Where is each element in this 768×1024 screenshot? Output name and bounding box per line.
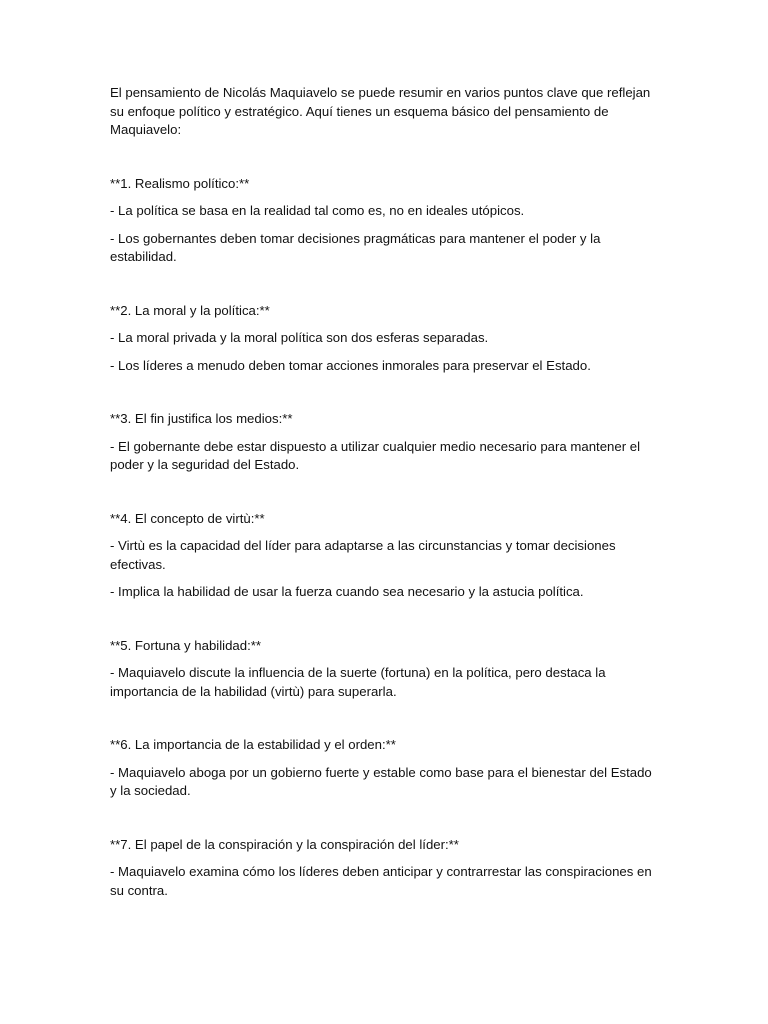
section-1 bbox=[110, 175, 662, 267]
section-3 bbox=[110, 410, 662, 475]
bullet-item: - Maquiavelo aboga por un gobierno fuerte y estable como base para el bienestar del Estado y la sociedad. bbox=[110, 764, 652, 798]
bullet-item: - Implica la habilidad de usar la fuerza cuando sea necesario y la astucia política. bbox=[110, 584, 584, 599]
section-7 bbox=[110, 836, 662, 901]
section-title: **7. El papel de la conspiración y la conspiración del líder:** bbox=[110, 836, 459, 852]
section-title: **5. Fortuna y habilidad:** bbox=[110, 637, 262, 653]
section-title: **2. La moral y la política:** bbox=[110, 302, 270, 318]
section-4 bbox=[110, 510, 662, 602]
bullet-item: - La moral privada y la moral política son dos esferas separadas. bbox=[110, 330, 489, 345]
section-title: **3. El fin justifica los medios:** bbox=[110, 411, 293, 426]
section-6 bbox=[110, 736, 662, 801]
intro-paragraph: El pensamiento de Nicolás Maquiavelo se puede resumir en varios puntos clave que reflejan su enfoque político y estratégico. Aquí tienes un esquema básico del pensamiento de Maquiavelo: bbox=[110, 85, 651, 137]
bullet-item: - El gobernante debe estar dispuesto a utilizar cualquier medio necesario para mantener el poder y la seguridad del Estado. bbox=[110, 438, 641, 472]
section-title: **1. Realismo político:** bbox=[110, 175, 250, 191]
section-5 bbox=[110, 637, 662, 702]
bullet-item: - Maquiavelo discute la influencia de la suerte (fortuna) en la política, pero destaca la importancia de la habilidad (virtù) para superarla. bbox=[110, 665, 606, 699]
document-content bbox=[110, 84, 662, 935]
bullet-item: - La política se basa en la realidad tal como es, no en ideales utópicos. bbox=[110, 203, 525, 218]
bullet-item: - Los gobernantes deben tomar decisiones pragmáticas para mantener el poder y la estabilidad. bbox=[110, 230, 601, 264]
bullet-item: - Virtù es la capacidad del líder para adaptarse a las circunstancias y tomar decisiones efectivas. bbox=[110, 538, 616, 572]
bullet-item: - Maquiavelo examina cómo los líderes deben anticipar y contrarrestar las conspiraciones en su contra. bbox=[110, 864, 652, 898]
bullet-item: - Los líderes a menudo deben tomar acciones inmorales para preservar el Estado. bbox=[110, 357, 591, 373]
section-title: **6. La importancia de la estabilidad y el orden:** bbox=[110, 737, 396, 752]
section-2 bbox=[110, 302, 662, 376]
section-title: **4. El concepto de virtù:** bbox=[110, 510, 265, 526]
